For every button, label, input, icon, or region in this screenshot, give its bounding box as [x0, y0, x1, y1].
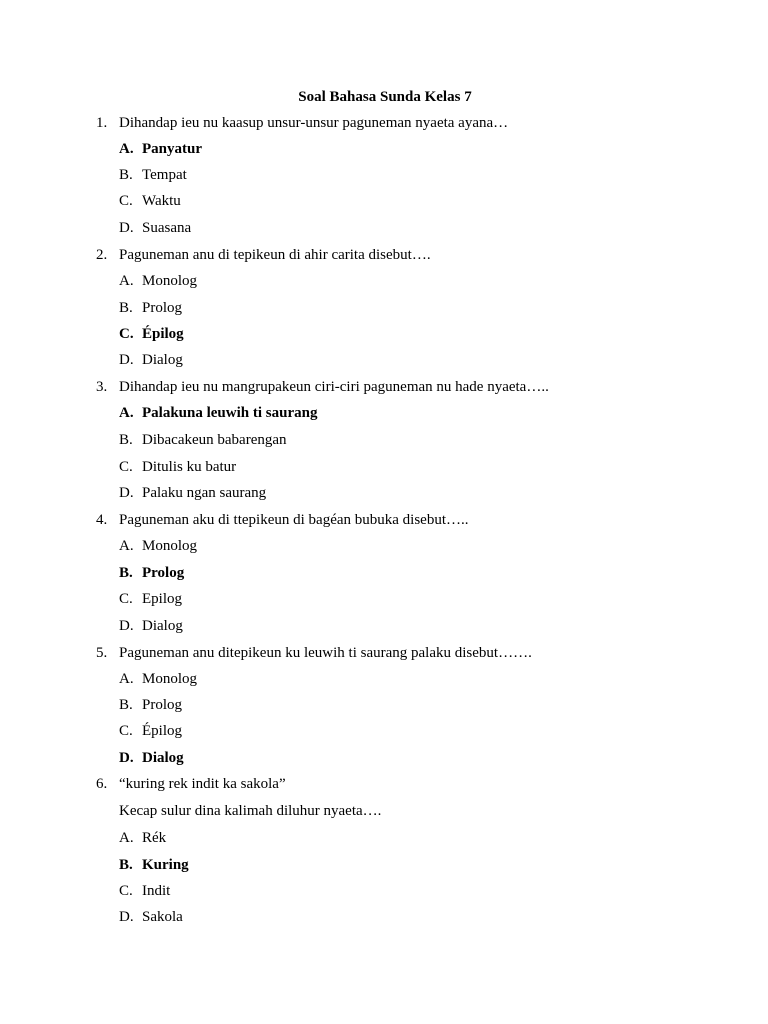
option-letter: A.: [119, 273, 134, 289]
question-text: Paguneman anu di tepikeun di ahir carita disebut….: [119, 247, 431, 263]
option-letter: D.: [119, 220, 134, 236]
option-text: Kuring: [142, 857, 189, 873]
option-text: Ditulis ku batur: [142, 459, 237, 475]
option-text: Sakola: [142, 909, 183, 925]
question-text: Dihandap ieu nu mangrupakeun ciri-ciri paguneman nu hade nyaeta…..: [119, 379, 549, 395]
option-letter: C.: [119, 459, 133, 475]
question-number: 2.: [96, 247, 108, 263]
question-text: Paguneman aku di ttepikeun di bagéan bubuka disebut…..: [119, 512, 469, 528]
option-text: Rék: [142, 830, 167, 846]
option-text: Dialog: [142, 352, 183, 368]
option-letter: C.: [119, 326, 134, 342]
option-text: Prolog: [142, 300, 183, 316]
option-letter: D.: [119, 750, 134, 766]
option-text: Dibacakeun babarengan: [142, 432, 287, 448]
option-text: Prolog: [142, 565, 185, 581]
question-number: 3.: [96, 379, 108, 395]
question-text: Dihandap ieu nu kaasup unsur-unsur paguneman nyaeta ayana…: [119, 115, 509, 131]
page-title: Soal Bahasa Sunda Kelas 7: [298, 89, 472, 105]
option-text: Waktu: [142, 193, 181, 209]
option-letter: B.: [119, 167, 133, 183]
question-number: 5.: [96, 645, 108, 661]
option-text: Prolog: [142, 697, 183, 713]
option-letter: D.: [119, 618, 134, 634]
option-text: Palaku ngan saurang: [142, 485, 267, 501]
question-number: 4.: [96, 512, 108, 528]
option-text: Epilog: [142, 591, 182, 607]
option-letter: B.: [119, 697, 133, 713]
option-text: Palakuna leuwih ti saurang: [142, 405, 318, 421]
option-letter: B.: [119, 857, 133, 873]
option-letter: A.: [119, 405, 134, 421]
option-letter: A.: [119, 671, 134, 687]
option-letter: C.: [119, 723, 133, 739]
option-text: Panyatur: [142, 141, 202, 157]
question-number: 1.: [96, 115, 108, 131]
option-text: Indit: [142, 883, 171, 899]
option-letter: C.: [119, 883, 133, 899]
option-text: Dialog: [142, 750, 184, 766]
option-text: Tempat: [142, 167, 187, 183]
option-letter: B.: [119, 432, 133, 448]
question-prompt-text: Kecap sulur dina kalimah diluhur nyaeta….: [119, 803, 382, 819]
option-letter: D.: [119, 909, 134, 925]
option-letter: D.: [119, 485, 134, 501]
option-text: Épilog: [142, 723, 182, 739]
option-letter: A.: [119, 538, 134, 554]
option-letter: A.: [119, 141, 134, 157]
option-text: Monolog: [142, 273, 198, 289]
option-letter: B.: [119, 565, 133, 581]
option-letter: D.: [119, 352, 134, 368]
option-text: Monolog: [142, 538, 198, 554]
option-letter: C.: [119, 193, 133, 209]
question-number: 6.: [96, 776, 108, 792]
option-text: Monolog: [142, 671, 198, 687]
option-text: Dialog: [142, 618, 183, 634]
option-letter: A.: [119, 830, 134, 846]
option-text: Suasana: [142, 220, 192, 236]
option-text: Épilog: [142, 326, 184, 342]
question-text: “kuring rek indit ka sakola”: [119, 776, 286, 792]
option-letter: B.: [119, 300, 133, 316]
question-text: Paguneman anu ditepikeun ku leuwih ti saurang palaku disebut…….: [119, 645, 532, 661]
option-letter: C.: [119, 591, 133, 607]
